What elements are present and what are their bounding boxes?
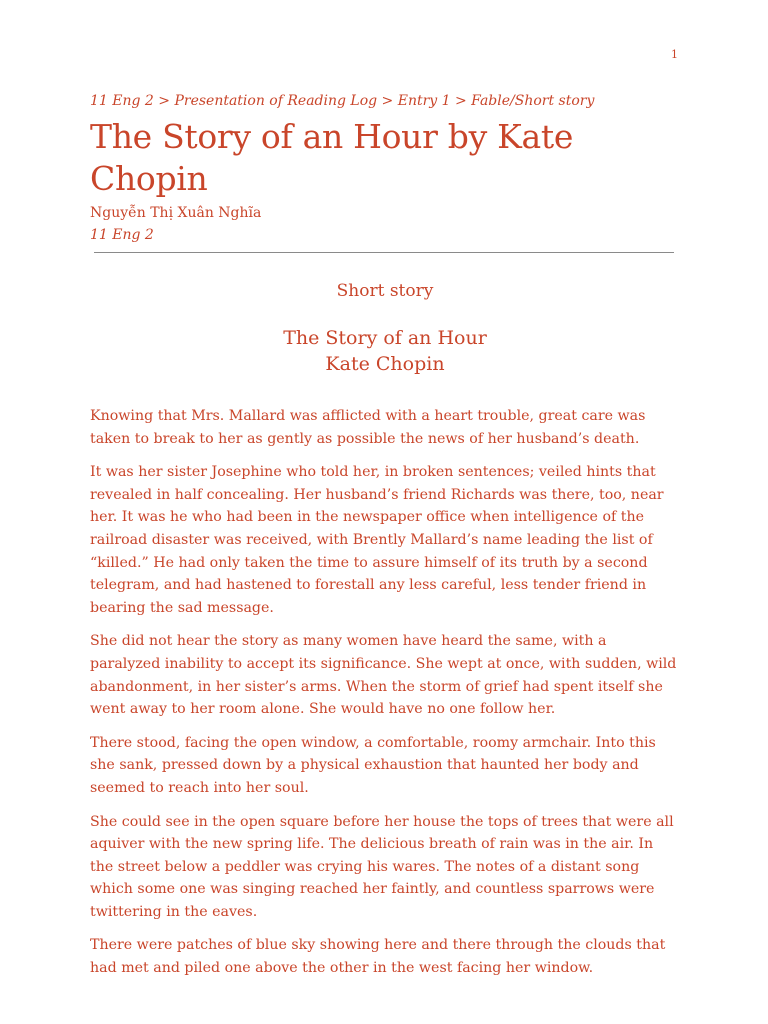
story-author: Kate Chopin	[325, 353, 445, 375]
section-heading: Short story	[336, 281, 434, 301]
paragraph: She could see in the open square before her house the tops of trees that were all aquiver with the new spring life. The delicious breath of rain was in the air. In the street below a peddler was crying his wares. The notes of a distant song which some one was singing reached her faintly, and countless sparrows were twittering in the eaves.	[90, 813, 674, 920]
paragraph: It was her sister Josephine who told her, in broken sentences; veiled hints that revealed in half concealing. Her husband’s friend Richards was there, too, near her. It was he who had been in the newspaper office when intelligence of the railroad disaster was received, with Brently Mallard’s name leading the list of “killed.” He had only taken the time to assure himself of its truth by a second telegram, and had hastened to forestall any less careful, less tender friend in bearing the sad message.	[90, 464, 664, 616]
paragraph: There were patches of blue sky showing here and there through the clouds that had met and piled one above the other in the west facing her window.	[90, 937, 666, 977]
breadcrumb: 11 Eng 2 > Presentation of Reading Log > Entry 1 > Fable/Short story	[90, 93, 595, 109]
document-body	[90, 90, 680, 991]
page-number: 1	[671, 48, 678, 61]
class-label: 11 Eng 2	[90, 227, 154, 243]
author-name: Nguyễn Thị Xuân Nghĩa	[90, 205, 262, 221]
paragraph: Knowing that Mrs. Mallard was afflicted with a heart trouble, great care was taken to break to her as gently as possible the news of her husband’s death.	[90, 408, 646, 447]
paragraph: She did not hear the story as many women have heard the same, with a paralyzed inability to accept its significance. She wept at once, with sudden, wild abandonment, in her sister’s arms. When the storm of grief had spent itself she went away to her room alone. She would have no one follow her.	[90, 633, 677, 718]
header-divider	[94, 252, 674, 253]
paragraph: There stood, facing the open window, a comfortable, roomy armchair. Into this she sank, pressed down by a physical exhaustion that haunted her body and seemed to reach into her soul.	[90, 734, 656, 796]
story-title: The Story of an Hour	[283, 327, 487, 349]
document-title: The Story of an Hour by Kate Chopin	[90, 117, 574, 198]
story-text	[90, 405, 680, 980]
